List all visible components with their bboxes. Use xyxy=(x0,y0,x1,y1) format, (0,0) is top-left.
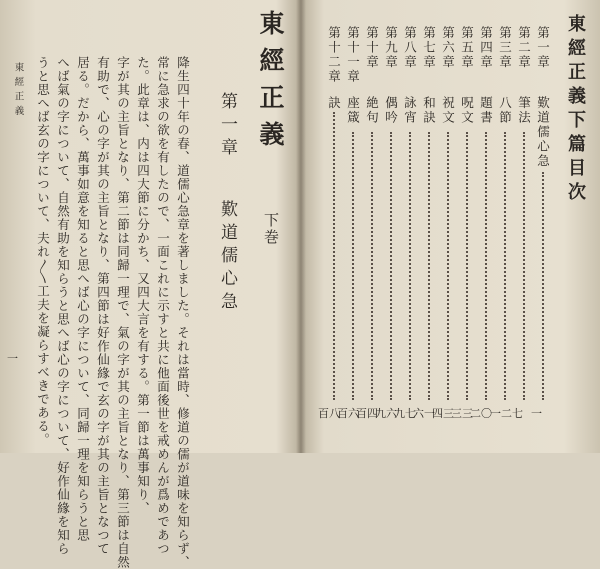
toc-chapter-name: 絶句 xyxy=(364,96,380,125)
toc-chapter-name: 偶吟 xyxy=(383,96,399,125)
toc-page-number: 二〇 xyxy=(470,407,492,420)
toc-leader xyxy=(390,132,392,400)
toc-chapter-label: 第十章 xyxy=(364,26,380,70)
toc-page-number: 百八 xyxy=(318,407,340,420)
body-line-1: 降生四十年の春、道儒心急章を著しました。それは當時、修道の儒が道味を知らず、 xyxy=(175,56,191,569)
body-line-8: うと思へば玄の字について、夫れ〳〵工夫を凝らすべきである。 xyxy=(35,56,51,447)
toc-page-number: 一 xyxy=(531,407,542,420)
toc-leader xyxy=(485,132,487,400)
toc-chapter-name: 詠宵 xyxy=(402,96,418,125)
toc-leader xyxy=(504,132,506,400)
toc-chapter-label: 第五章 xyxy=(459,26,475,70)
toc-chapter-name: 呪文 xyxy=(459,96,475,125)
toc-chapter-name: 座箴 xyxy=(345,96,361,125)
left-page-title: 東經正義 xyxy=(256,10,285,158)
body-line-7: へば氣の字について、自然有助を知らうと思へば心の字について、好作仙緣を知ら xyxy=(55,56,71,556)
toc-leader xyxy=(466,132,468,400)
toc-chapter-name: 訣 xyxy=(326,96,342,111)
toc-chapter-name: 筆法 xyxy=(516,96,532,125)
toc-chapter-label: 第十一章 xyxy=(345,26,361,84)
toc-page-number: 六一 xyxy=(413,407,435,420)
left-page-subtitle: 下巻 xyxy=(262,212,280,246)
toc-leader xyxy=(371,132,373,400)
toc-leader xyxy=(542,172,544,400)
chapter-title: 歎道儒心急 xyxy=(217,200,237,315)
body-line-5: 有助で、心の字が其の主旨となり、第四節は好作仙緣で玄の字が其の主旨となつて xyxy=(95,56,111,556)
toc-page-number: 一二 xyxy=(490,407,512,420)
toc-leader xyxy=(428,132,430,400)
body-line-2: 常に急求の欲を有したので、一面これに示すと共に他面後世を戒めんが爲めであつ xyxy=(155,56,171,556)
body-line-4: 字が其の主旨となり、第二節は同歸一理で、氣の字が其の主旨となり、第三節は自然 xyxy=(115,56,131,569)
toc-chapter-name: 題書 xyxy=(478,96,494,125)
toc-page-number: 七 xyxy=(512,407,523,420)
toc-chapter-label: 第六章 xyxy=(440,26,456,70)
toc-chapter-label: 第十二章 xyxy=(326,26,342,84)
toc-chapter-label: 第一章 xyxy=(535,26,551,70)
toc-page-number: 百四 xyxy=(356,407,378,420)
toc-chapter-label: 第三章 xyxy=(497,26,513,70)
toc-chapter-name: 八節 xyxy=(497,96,513,125)
toc-page-number: 九六 xyxy=(375,407,397,420)
body-line-6: 居る。だから、萬事如意を知ると思へば心の字について、同歸一理を知らうと思 xyxy=(75,56,91,542)
toc-page-number: 四三 xyxy=(432,407,454,420)
toc-chapter-label: 第七章 xyxy=(421,26,437,70)
left-page-number: 一 xyxy=(7,352,18,365)
toc-chapter-name: 祝文 xyxy=(440,96,456,125)
toc-leader xyxy=(352,132,354,400)
chapter-label: 第一章 xyxy=(217,92,237,161)
toc-leader xyxy=(523,132,525,400)
toc-page-number: 百六 xyxy=(337,407,359,420)
book-gutter xyxy=(296,0,306,453)
toc-chapter-label: 第四章 xyxy=(478,26,494,70)
toc-chapter-label: 第八章 xyxy=(402,26,418,70)
toc-chapter-name: 和訣 xyxy=(421,96,437,125)
toc-chapter-label: 第二章 xyxy=(516,26,532,70)
toc-chapter-name: 歎道儒心急 xyxy=(535,96,551,169)
body-line-3: た。此章は、内は四大節に分かち、又四大言を有する。第一節は萬事知り、 xyxy=(135,56,151,515)
toc-page-number: 三三 xyxy=(451,407,473,420)
toc-chapter-label: 第九章 xyxy=(383,26,399,70)
toc-title: 東經正義下篇目次 xyxy=(565,14,586,206)
running-head: 東經正義 xyxy=(12,62,24,120)
toc-page-number: 九七 xyxy=(394,407,416,420)
toc-leader xyxy=(333,112,335,400)
toc-leader xyxy=(409,132,411,400)
toc-leader xyxy=(447,132,449,400)
